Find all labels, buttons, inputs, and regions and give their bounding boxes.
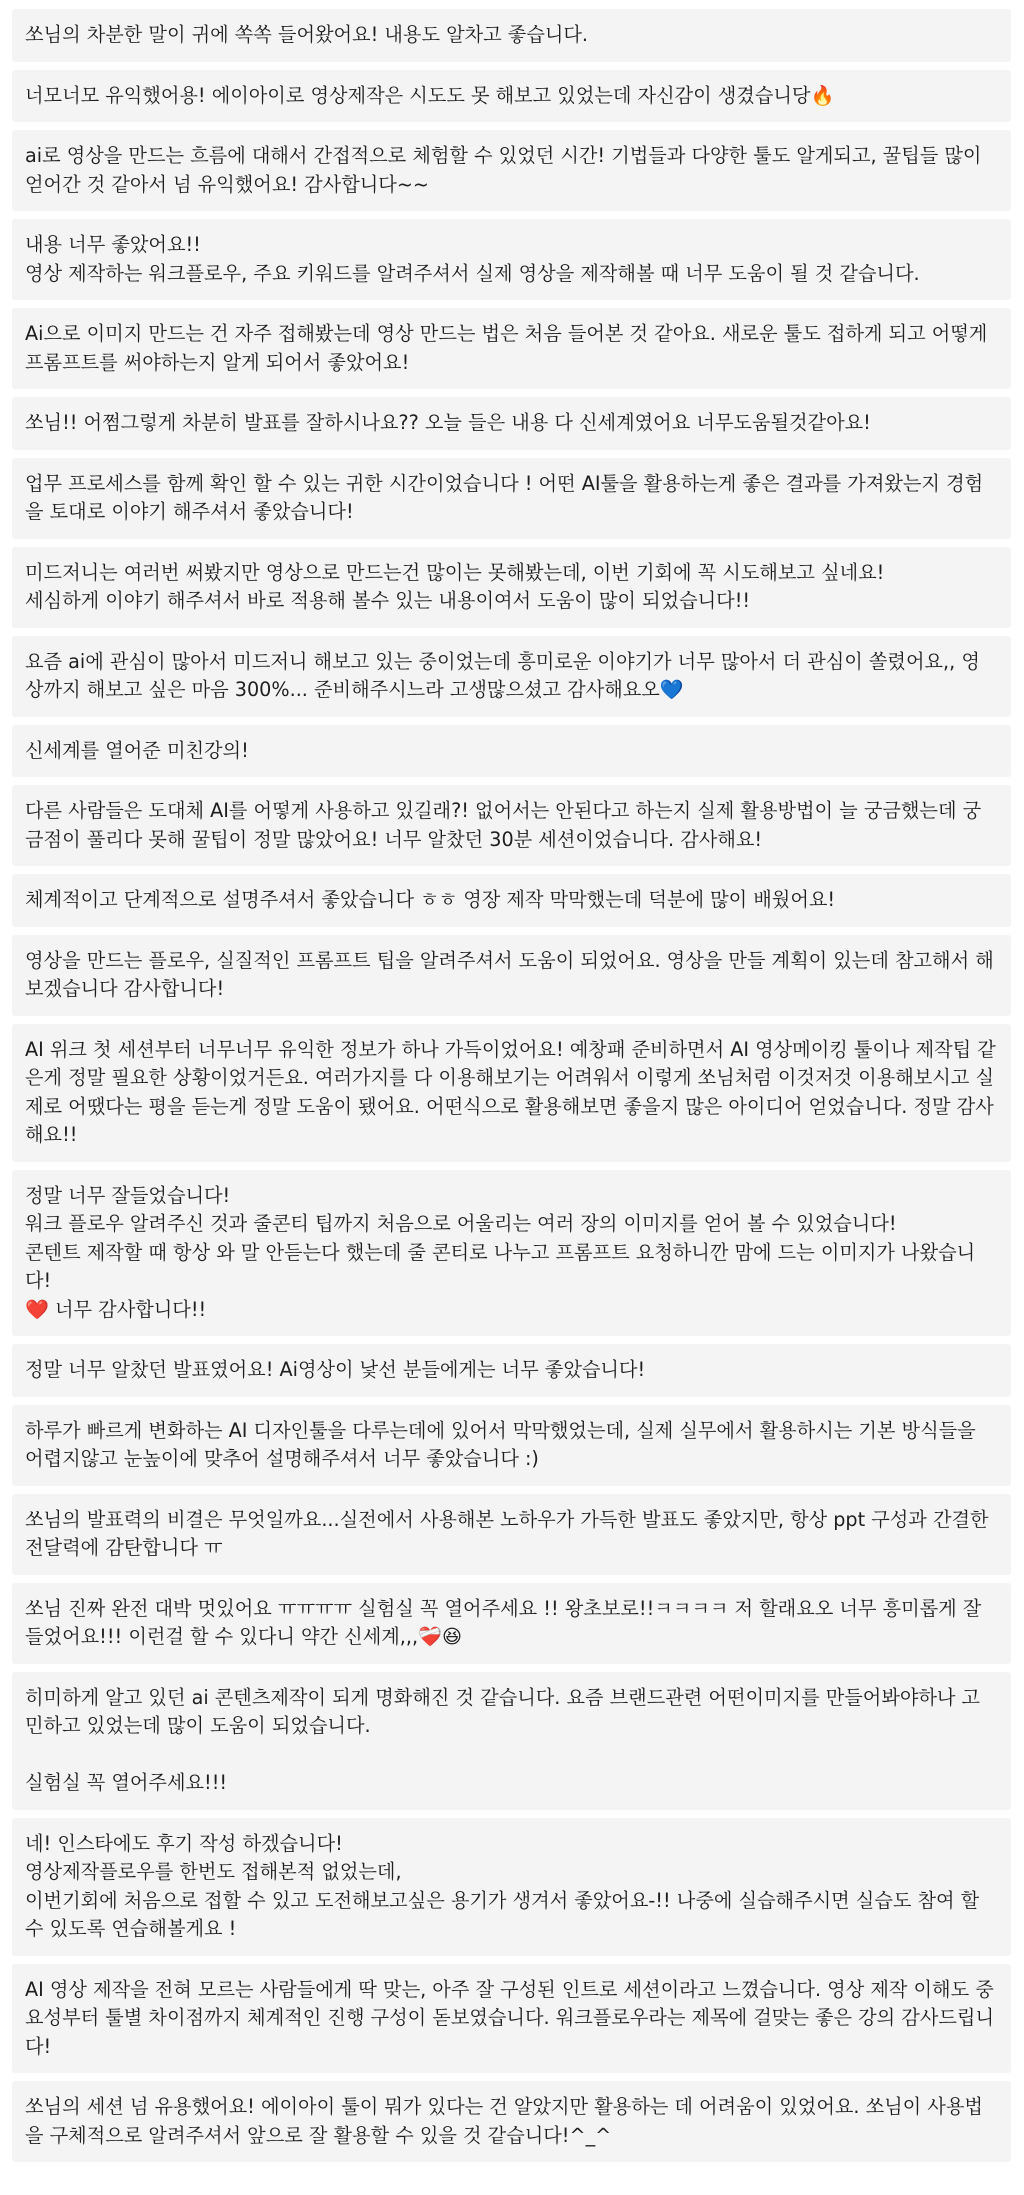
comment-card-17: 하루가 빠르게 변화하는 AI 디자인툴을 다루는데에 있어서 막막했었는데, 실제 실무에서 활용하시는 기본 방식들을 어렵지않고 눈높이에 맞추어 설명해주셔서 너무 좋았습니다 :)	[12, 1405, 1011, 1486]
comment-card-4: 내용 너무 좋았어요!! 영상 제작하는 워크플로우, 주요 키워드를 알려주셔서 실제 영상을 제작해볼 때 너무 도움이 될 것 같습니다.	[12, 219, 1011, 300]
comment-card-6: 쏘님!! 어쩜그렇게 차분히 발표를 잘하시나요?? 오늘 들은 내용 다 신세계였어요 너무도움될것같아요!	[12, 397, 1011, 450]
comment-card-22: AI 영상 제작을 전혀 모르는 사람들에게 딱 맞는, 아주 잘 구성된 인트로 세션이라고 느꼈습니다. 영상 제작 이해도 중요성부터 툴별 차이점까지 체계적인 진행 구성이 돋보였습니다. 워크플로우라는 제목에 걸맞는 좋은 강의 감사드립니다!	[12, 1964, 1011, 2074]
comment-card-9: 요즘 ai에 관심이 많아서 미드저니 해보고 있는 중이었는데 흥미로운 이야기가 너무 많아서 더 관심이 쏠렸어요,, 영상까지 해보고 싶은 마음 300%... 준비해주시느라 고생많으셨고 감사해요오💙	[12, 636, 1011, 717]
comment-card-5: Ai으로 이미지 만드는 건 자주 접해봤는데 영상 만드는 법은 처음 들어본 것 같아요. 새로운 툴도 접하게 되고 어떻게 프롬프트를 써야하는지 알게 되어서 좋았어요!	[12, 308, 1011, 389]
comment-card-21: 네! 인스타에도 후기 작성 하겠습니다! 영상제작플로우를 한번도 접해본적 없었는데, 이번기회에 처음으로 접할 수 있고 도전해보고싶은 용기가 생겨서 좋았어요-!! 나중에 실습해주시면 실습도 참여 할수 있도록 연습해볼게요 !	[12, 1818, 1011, 1956]
comment-card-8: 미드저니는 여러번 써봤지만 영상으로 만드는건 많이는 못해봤는데, 이번 기회에 꼭 시도해보고 싶네요! 세심하게 이야기 해주셔서 바로 적용해 볼수 있는 내용이여서 도움이 많이 되었습니다!!	[12, 547, 1011, 628]
comment-card-12: 체계적이고 단계적으로 설명주셔서 좋았습니다 ㅎㅎ 영장 제작 막막했는데 덕분에 많이 배웠어요!	[12, 874, 1011, 927]
comment-card-3: ai로 영상을 만드는 흐름에 대해서 간접적으로 체험할 수 있었던 시간! 기법들과 다양한 툴도 알게되고, 꿀팁들 많이 얻어간 것 같아서 넘 유익했어요! 감사합니다~~	[12, 130, 1011, 211]
comment-card-10: 신세계를 열어준 미친강의!	[12, 725, 1011, 778]
comment-card-1: 쏘님의 차분한 말이 귀에 쏙쏙 들어왔어요! 내용도 알차고 좋습니다.	[12, 9, 1011, 62]
comment-card-19: 쏘님 진짜 완전 대박 멋있어요 ㅠㅠㅠㅠ 실험실 꼭 열어주세요 !! 왕초보로!!ㅋㅋㅋㅋ 저 할래요오 너무 흥미롭게 잘들었어요!!! 이런걸 할 수 있다니 약간 신세계,,,❤️‍🩹😆	[12, 1583, 1011, 1664]
comment-card-2: 너모너모 유익했어용! 에이아이로 영상제작은 시도도 못 해보고 있었는데 자신감이 생겼습니당🔥	[12, 70, 1011, 123]
comment-card-7: 업무 프로세스를 함께 확인 할 수 있는 귀한 시간이었습니다 ! 어떤 AI툴을 활용하는게 좋은 결과를 가져왔는지 경험을 토대로 이야기 해주셔서 좋았습니다!	[12, 458, 1011, 539]
comment-card-23: 쏘님의 세션 넘 유용했어요! 에이아이 툴이 뭐가 있다는 건 알았지만 활용하는 데 어려움이 있었어요. 쏘님이 사용법을 구체적으로 알려주셔서 앞으로 잘 활용할 수 있을 것 같습니다!^_^	[12, 2081, 1011, 2162]
comment-card-18: 쏘님의 발표력의 비결은 무엇일까요...실전에서 사용해본 노하우가 가득한 발표도 좋았지만, 항상 ppt 구성과 간결한 전달력에 감탄합니다 ㅠ	[12, 1494, 1011, 1575]
comment-card-20: 히미하게 알고 있던 ai 콘텐츠제작이 되게 명화해진 것 같습니다. 요즘 브랜드관련 어떤이미지를 만들어봐야하나 고민하고 있었는데 많이 도움이 되었습니다. 실험실 꼭 열어주세요!!!	[12, 1672, 1011, 1810]
comment-card-15: 정말 너무 잘들었습니다! 워크 플로우 알려주신 것과 줄콘티 팁까지 처음으로 어울리는 여러 장의 이미지를 얻어 볼 수 있었습니다! 콘텐트 제작할 때 항상 와 말 안듣는다 했는데 줄 콘티로 나누고 프롬프트 요청하니깐 맘에 드는 이미지가 나왔습니다! ❤️ 너무 감사합니다!!	[12, 1170, 1011, 1337]
comment-card-14: AI 위크 첫 세션부터 너무너무 유익한 정보가 하나 가득이었어요! 예창패 준비하면서 AI 영상메이킹 툴이나 제작팁 같은게 정말 필요한 상황이었거든요. 여러가지를 다 이용해보기는 어려워서 이렇게 쏘님처럼 이것저것 이용해보시고 실제로 어땠다는 평을 듣는게 정말 도움이 됐어요. 어떤식으로 활용해보면 좋을지 많은 아이디어 얻었습니다. 정말 감사해요!!	[12, 1024, 1011, 1162]
comment-card-16: 정말 너무 알찼던 발표였어요! Ai영상이 낯선 분들에게는 너무 좋았습니다!	[12, 1344, 1011, 1397]
comment-card-13: 영상을 만드는 플로우, 실질적인 프롬프트 팁을 알려주셔서 도움이 되었어요. 영상을 만들 계획이 있는데 참고해서 해보겠습니다 감사합니다!	[12, 935, 1011, 1016]
comment-card-11: 다른 사람들은 도대체 AI를 어떻게 사용하고 있길래?! 없어서는 안된다고 하는지 실제 활용방법이 늘 궁금했는데 궁금점이 풀리다 못해 꿀팁이 정말 많았어요! 너무 알찼던 30분 세션이었습니다. 감사해요!	[12, 785, 1011, 866]
